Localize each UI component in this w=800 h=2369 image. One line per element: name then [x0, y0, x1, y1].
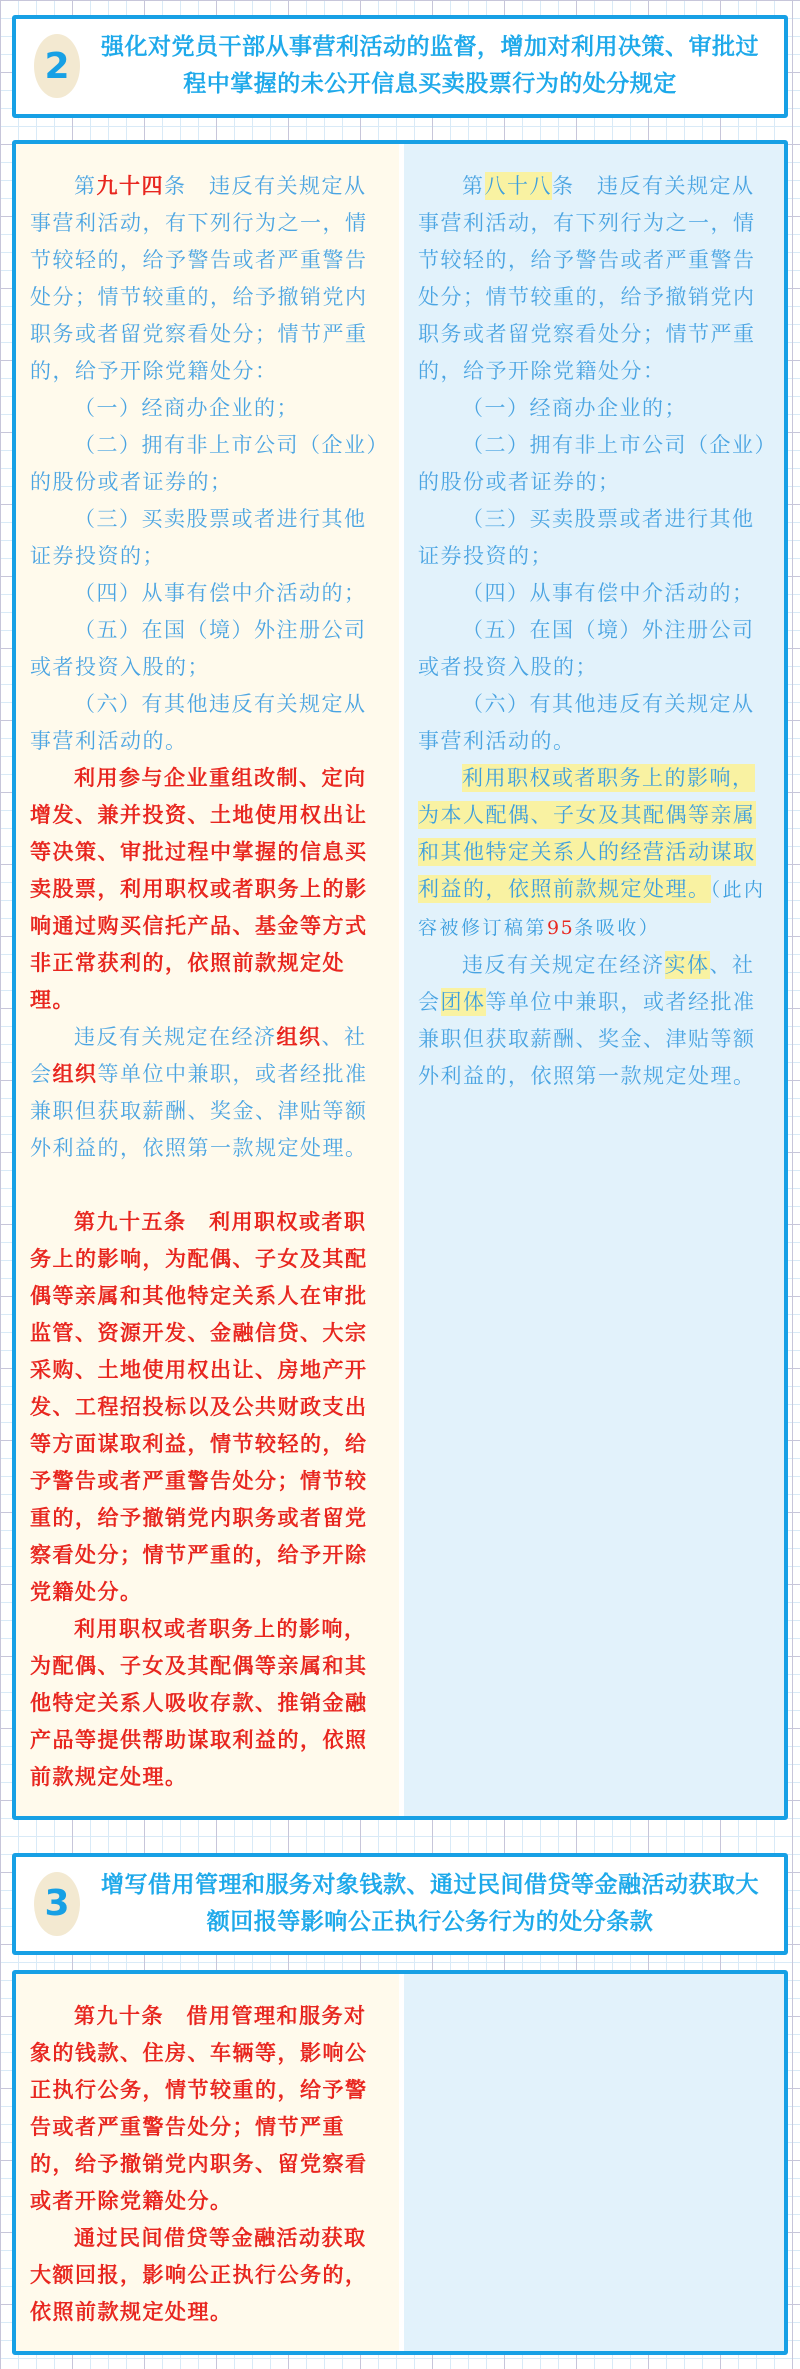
section-2-comparison-card	[12, 140, 788, 1820]
paragraph	[418, 575, 770, 612]
text-segment: 违反有关规定在经济	[74, 1024, 277, 1049]
text-segment: 利用参与企业重组改制、定向增发、兼并投资、土地使用权出让等决策、审批过程中掌握的信息买卖股票，利用职权或者职务上的影响通过购买信托产品、基金等方式非正常获利的，依照前款规定处理。	[30, 765, 368, 1012]
text-segment: （二）拥有非上市公司（企业）的股份或者证券的；	[30, 432, 379, 494]
paragraph	[418, 947, 770, 1095]
text-segment: 九十四	[96, 173, 164, 198]
text-segment: 第九十条 借用管理和服务对象的钱款、住房、车辆等，影响公正执行公务，情节较重的，给予警告或者严重警告处分；情节严重的，给予撤销党内职务、留党察看或者开除党籍处分。	[30, 2004, 368, 2213]
text-segment: 实体	[664, 952, 710, 977]
text-segment: 组织	[276, 1024, 322, 1049]
text-segment: （此内容被修订稿第	[418, 878, 766, 939]
paragraph	[30, 501, 385, 575]
section-3-new-text-column	[404, 1974, 784, 2351]
text-segment: 条吸收）	[574, 916, 661, 939]
paragraph	[30, 1204, 385, 1611]
section-3-number-badge	[34, 1872, 80, 1936]
text-segment: 组织	[52, 1061, 98, 1086]
text-segment: （五）在国（境）外注册公司或者投资入股的；	[30, 617, 367, 679]
text-segment: （六）有其他违反有关规定从事营利活动的。	[418, 691, 755, 753]
text-segment: 、社会	[418, 952, 755, 1014]
paragraph	[418, 168, 770, 390]
text-segment: （一）经商办企业的；	[74, 395, 299, 420]
text-segment: （三）买卖股票或者进行其他证券投资的；	[418, 506, 755, 568]
section-2-new-text-column	[404, 144, 784, 1816]
paragraph	[418, 427, 770, 501]
text-segment: （五）在国（境）外注册公司或者投资入股的；	[418, 617, 755, 679]
text-segment: 第	[74, 173, 97, 198]
paragraph	[30, 1998, 385, 2220]
paragraph	[418, 612, 770, 686]
section-3-old-text-column	[16, 1974, 399, 2351]
text-segment: （六）有其他违反有关规定从事营利活动的。	[30, 691, 367, 753]
section-3-comparison-card	[12, 1970, 788, 2355]
section-2-number: 2	[44, 45, 70, 87]
text-segment: （四）从事有偿中介活动的；	[462, 580, 755, 605]
paragraph	[30, 168, 385, 390]
text-segment: 利用职权或者职务上的影响，为配偶、子女及其配偶等亲属和其他特定关系人吸收存款、推销金融产品等提供帮助谋取利益的，依照前款规定处理。	[30, 1616, 368, 1789]
text-segment: （四）从事有偿中介活动的；	[74, 580, 367, 605]
text-segment: 条	[164, 173, 187, 198]
text-segment: 等单位中兼职，或者经批准兼职但获取薪酬、奖金、津贴等额外利益的，依照第一款规定处理。	[30, 1061, 368, 1160]
text-segment: （三）买卖股票或者进行其他证券投资的；	[30, 506, 367, 568]
section-2-header-card	[12, 15, 788, 118]
text-segment: 等单位中兼职，或者经批准兼职但获取薪酬、奖金、津贴等额外利益的，依照第一款规定处理。	[418, 989, 756, 1088]
text-segment: 通过民间借贷等金融活动获取大额回报，影响公正执行公务的，依照前款规定处理。	[30, 2226, 368, 2324]
section-2-title: 强化对党员干部从事营利活动的监督，增加对利用决策、审批过程中掌握的未公开信息买卖股票行为的处分规定	[101, 34, 759, 98]
text-segment: （二）拥有非上市公司（企业）的股份或者证券的；	[418, 432, 767, 494]
text-segment: （一）经商办企业的；	[462, 395, 687, 420]
paragraph	[418, 760, 770, 947]
text-segment: 违反有关规定从事营利活动，有下列行为之一，情节较轻的，给予警告或者严重警告处分；情节较重的，给予撤销党内职务或者留党察看处分；情节严重的，给予开除党籍处分：	[30, 173, 368, 383]
section-3-title: 增写借用管理和服务对象钱款、通过民间借贷等金融活动获取大额回报等影响公正执行公务行为的处分条款	[101, 1871, 759, 1935]
text-segment: 利用职权或者职务上的影响，为本人配偶、子女及其配偶等亲属和其他特定关系人的经营活动谋取利益的，依照前款规定处理。	[418, 765, 756, 901]
paragraph	[30, 686, 385, 760]
text-segment: 95	[547, 916, 575, 939]
text-segment: 违反有关规定从事营利活动，有下列行为之一，情节较轻的，给予警告或者严重警告处分；情节较重的，给予撤销党内职务或者留党察看处分；情节严重的，给予开除党籍处分：	[418, 173, 756, 383]
section-3-header-card	[12, 1853, 788, 1956]
text-segment: 第九十五条 利用职权或者职务上的影响，为配偶、子女及其配偶等亲属和其他特定关系人在审批监管、资源开发、金融信贷、大宗采购、土地使用权出让、房地产开发、工程招投标以及公共财政支出等方面谋取利益，情节较轻的，给予警告或者严重警告处分；情节较重的，给予撤销党内职务或者留党察看处分；情节严重的，给予开除党籍处分。	[30, 1209, 368, 1604]
text-segment: 第	[462, 173, 485, 198]
text-segment: 条	[552, 173, 575, 198]
text-segment: 八十八	[484, 173, 552, 198]
section-2-old-text-column	[16, 144, 399, 1816]
paragraph	[30, 427, 385, 501]
paragraph	[418, 501, 770, 575]
text-segment: 、社会	[30, 1024, 367, 1086]
text-segment: 团体	[440, 989, 486, 1014]
paragraph	[30, 760, 385, 1019]
paragraph	[30, 1019, 385, 1167]
text-segment: 违反有关规定在经济	[462, 952, 665, 977]
paragraph	[30, 575, 385, 612]
paragraph	[418, 390, 770, 427]
paragraph	[418, 686, 770, 760]
section-3-number: 3	[44, 1883, 70, 1925]
paragraph	[30, 390, 385, 427]
section-2-number-badge	[34, 34, 80, 98]
paragraph	[30, 2220, 385, 2331]
paragraph	[30, 612, 385, 686]
paragraph	[30, 1611, 385, 1796]
